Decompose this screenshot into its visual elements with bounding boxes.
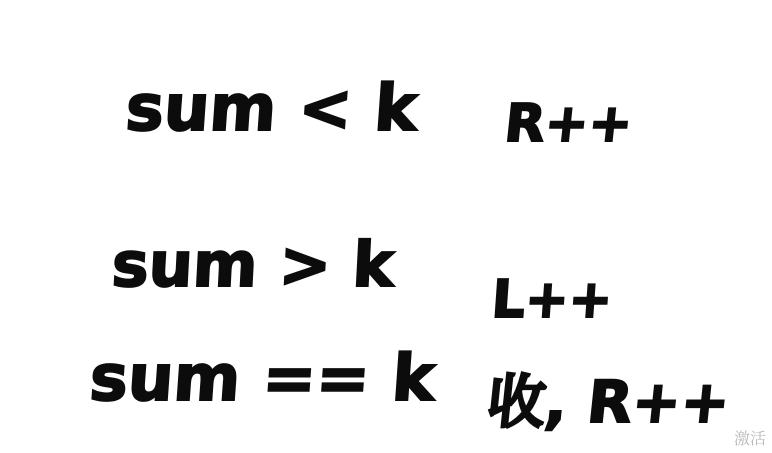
action-collect-and-r-increment: 收, R++ — [483, 368, 734, 436]
activation-watermark: 激活 — [733, 429, 766, 448]
action-l-increment: L++ — [489, 270, 615, 330]
action-r-increment: R++ — [501, 94, 636, 154]
condition-sum-equals-k: sum == k — [87, 342, 438, 416]
condition-sum-greater-than-k: sum > k — [110, 228, 396, 301]
condition-sum-less-than-k: sum < k — [123, 72, 420, 146]
